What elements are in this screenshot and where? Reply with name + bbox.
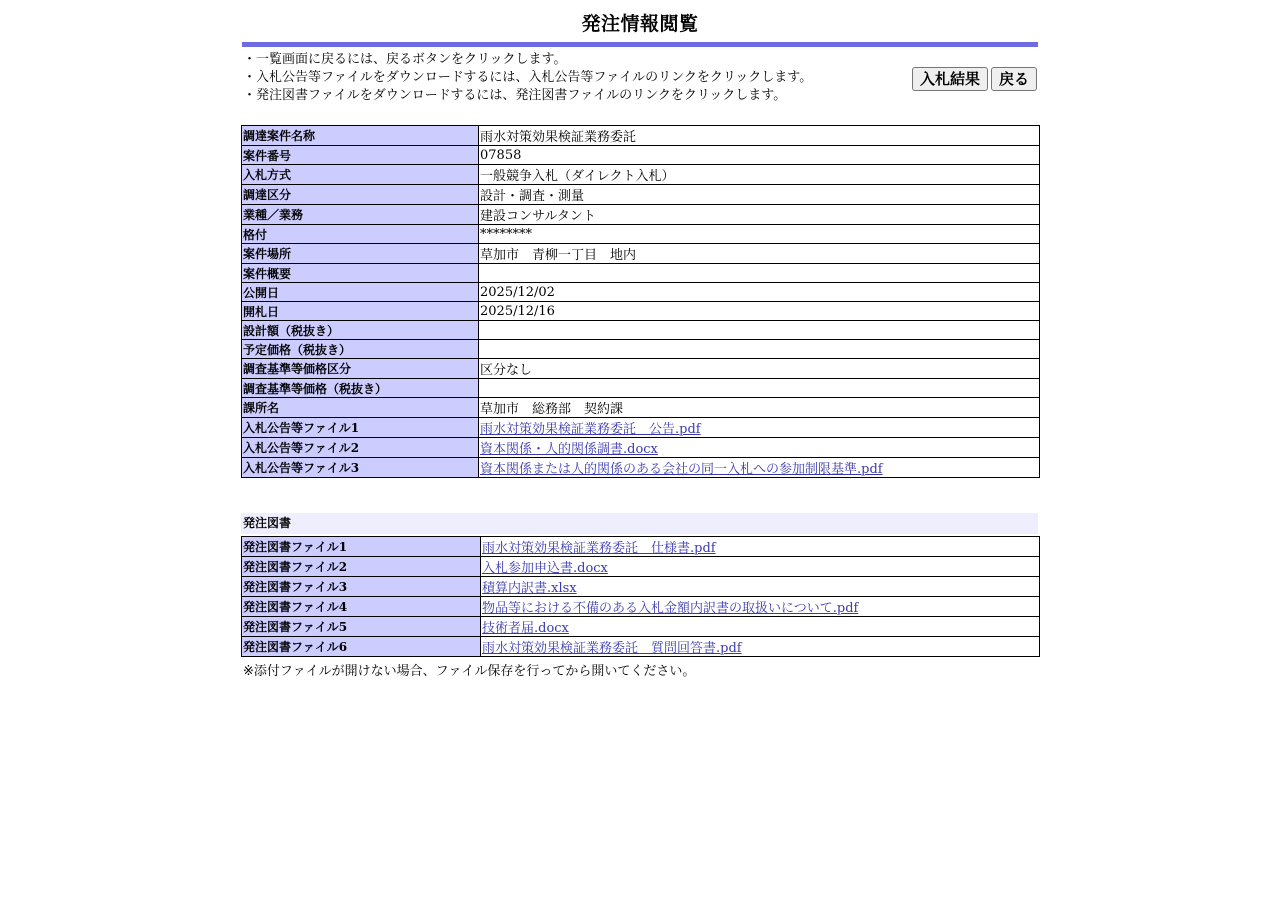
documents-table xyxy=(241,536,1040,657)
document-row xyxy=(242,597,1040,617)
attachment-note: ※添付ファイルが開けない場合、ファイル保存を行ってから開いてください。 xyxy=(243,664,696,679)
detail-value-cell xyxy=(479,264,1040,283)
document-label: 発注図書ファイル2 xyxy=(242,557,481,577)
detail-label: 格付 xyxy=(242,225,479,244)
detail-value-cell: ******** xyxy=(479,225,1040,244)
detail-value-cell: 2025/12/02 xyxy=(479,283,1040,302)
detail-row xyxy=(242,244,1040,264)
page-title: 発注情報閲覧 xyxy=(581,13,699,35)
document-value-cell xyxy=(481,557,1040,577)
document-file-link[interactable]: 雨水対策効果検証業務委託 質問回答書.pdf xyxy=(482,641,742,656)
detail-label: 案件概要 xyxy=(242,264,479,283)
detail-label: 業種／業務 xyxy=(242,205,479,225)
instruction-item: ・発注図書ファイルをダウンロードするには、発注図書ファイルのリンクをクリックします。 xyxy=(243,88,787,103)
detail-row xyxy=(242,398,1040,418)
detail-value-cell xyxy=(479,458,1040,478)
detail-value-cell xyxy=(479,321,1040,340)
bid-results-button[interactable]: 入札結果 xyxy=(912,67,988,91)
detail-value-cell xyxy=(479,379,1040,398)
document-value-cell xyxy=(481,637,1040,657)
detail-label: 入札公告等ファイル3 xyxy=(242,458,479,478)
detail-label: 調査基準等価格（税抜き） xyxy=(242,379,479,398)
detail-row xyxy=(242,321,1040,340)
detail-row xyxy=(242,418,1040,438)
detail-value-cell: 07858 xyxy=(479,146,1040,165)
detail-row xyxy=(242,126,1040,146)
detail-row xyxy=(242,438,1040,458)
document-value-cell xyxy=(481,597,1040,617)
detail-label: 設計額（税抜き） xyxy=(242,321,479,340)
document-row xyxy=(242,557,1040,577)
detail-label: 入札公告等ファイル1 xyxy=(242,418,479,438)
detail-label: 案件番号 xyxy=(242,146,479,165)
detail-label: 課所名 xyxy=(242,398,479,418)
document-file-link[interactable]: 積算内訳書.xlsx xyxy=(482,581,577,596)
detail-value-cell xyxy=(479,438,1040,458)
detail-row xyxy=(242,185,1040,205)
notice-file-link[interactable]: 資本関係または人的関係のある会社の同一入札への参加制限基準.pdf xyxy=(480,462,883,477)
document-label: 発注図書ファイル3 xyxy=(242,577,481,597)
document-label: 発注図書ファイル6 xyxy=(242,637,481,657)
detail-row xyxy=(242,379,1040,398)
documents-section-heading: 発注図書 xyxy=(241,513,1038,534)
notice-file-link[interactable]: 資本関係・人的関係調書.docx xyxy=(480,442,658,457)
detail-label: 調達案件名称 xyxy=(242,126,479,146)
document-file-link[interactable]: 物品等における不備のある入札金額内訳書の取扱いについて.pdf xyxy=(482,601,859,616)
detail-value-cell: 草加市 青柳一丁目 地内 xyxy=(479,244,1040,264)
detail-label: 調達区分 xyxy=(242,185,479,205)
detail-value-cell: 建設コンサルタント xyxy=(479,205,1040,225)
document-label: 発注図書ファイル1 xyxy=(242,537,481,557)
document-row xyxy=(242,577,1040,597)
detail-label: 予定価格（税抜き） xyxy=(242,340,479,359)
detail-label: 調査基準等価格区分 xyxy=(242,359,479,379)
detail-row xyxy=(242,205,1040,225)
document-row xyxy=(242,637,1040,657)
detail-row xyxy=(242,225,1040,244)
detail-label: 入札方式 xyxy=(242,165,479,185)
document-label: 発注図書ファイル4 xyxy=(242,597,481,617)
detail-row xyxy=(242,359,1040,379)
document-row xyxy=(242,617,1040,637)
detail-value-cell: 区分なし xyxy=(479,359,1040,379)
detail-row xyxy=(242,302,1040,321)
detail-value-cell: 2025/12/16 xyxy=(479,302,1040,321)
document-row xyxy=(242,537,1040,557)
detail-value-cell: 草加市 総務部 契約課 xyxy=(479,398,1040,418)
document-value-cell xyxy=(481,537,1040,557)
detail-row xyxy=(242,283,1040,302)
detail-label: 入札公告等ファイル2 xyxy=(242,438,479,458)
detail-label: 開札日 xyxy=(242,302,479,321)
detail-value-cell: 設計・調査・測量 xyxy=(479,185,1040,205)
document-label: 発注図書ファイル5 xyxy=(242,617,481,637)
detail-row xyxy=(242,264,1040,283)
detail-row xyxy=(242,146,1040,165)
project-details-table xyxy=(241,125,1040,478)
back-button[interactable]: 戻る xyxy=(991,67,1037,91)
document-file-link[interactable]: 入札参加申込書.docx xyxy=(482,561,608,576)
action-buttons xyxy=(912,67,1037,91)
instruction-item: ・一覧画面に戻るには、戻るボタンをクリックします。 xyxy=(243,52,567,67)
detail-value-cell: 一般競争入札（ダイレクト入札） xyxy=(479,165,1040,185)
document-file-link[interactable]: 技術者届.docx xyxy=(482,621,569,636)
detail-value-cell xyxy=(479,340,1040,359)
notice-file-link[interactable]: 雨水対策効果検証業務委託 公告.pdf xyxy=(480,422,701,437)
detail-value-cell xyxy=(479,418,1040,438)
detail-row xyxy=(242,458,1040,478)
document-value-cell xyxy=(481,577,1040,597)
instruction-item: ・入札公告等ファイルをダウンロードするには、入札公告等ファイルのリンクをクリックします。 xyxy=(243,70,813,85)
detail-row xyxy=(242,340,1040,359)
detail-value-cell: 雨水対策効果検証業務委託 xyxy=(479,126,1040,146)
page-container xyxy=(241,0,1039,679)
help-panel xyxy=(241,47,1039,125)
detail-label: 案件場所 xyxy=(242,244,479,264)
document-value-cell xyxy=(481,617,1040,637)
detail-label: 公開日 xyxy=(242,283,479,302)
document-file-link[interactable]: 雨水対策効果検証業務委託 仕様書.pdf xyxy=(482,541,716,556)
detail-row xyxy=(242,165,1040,185)
